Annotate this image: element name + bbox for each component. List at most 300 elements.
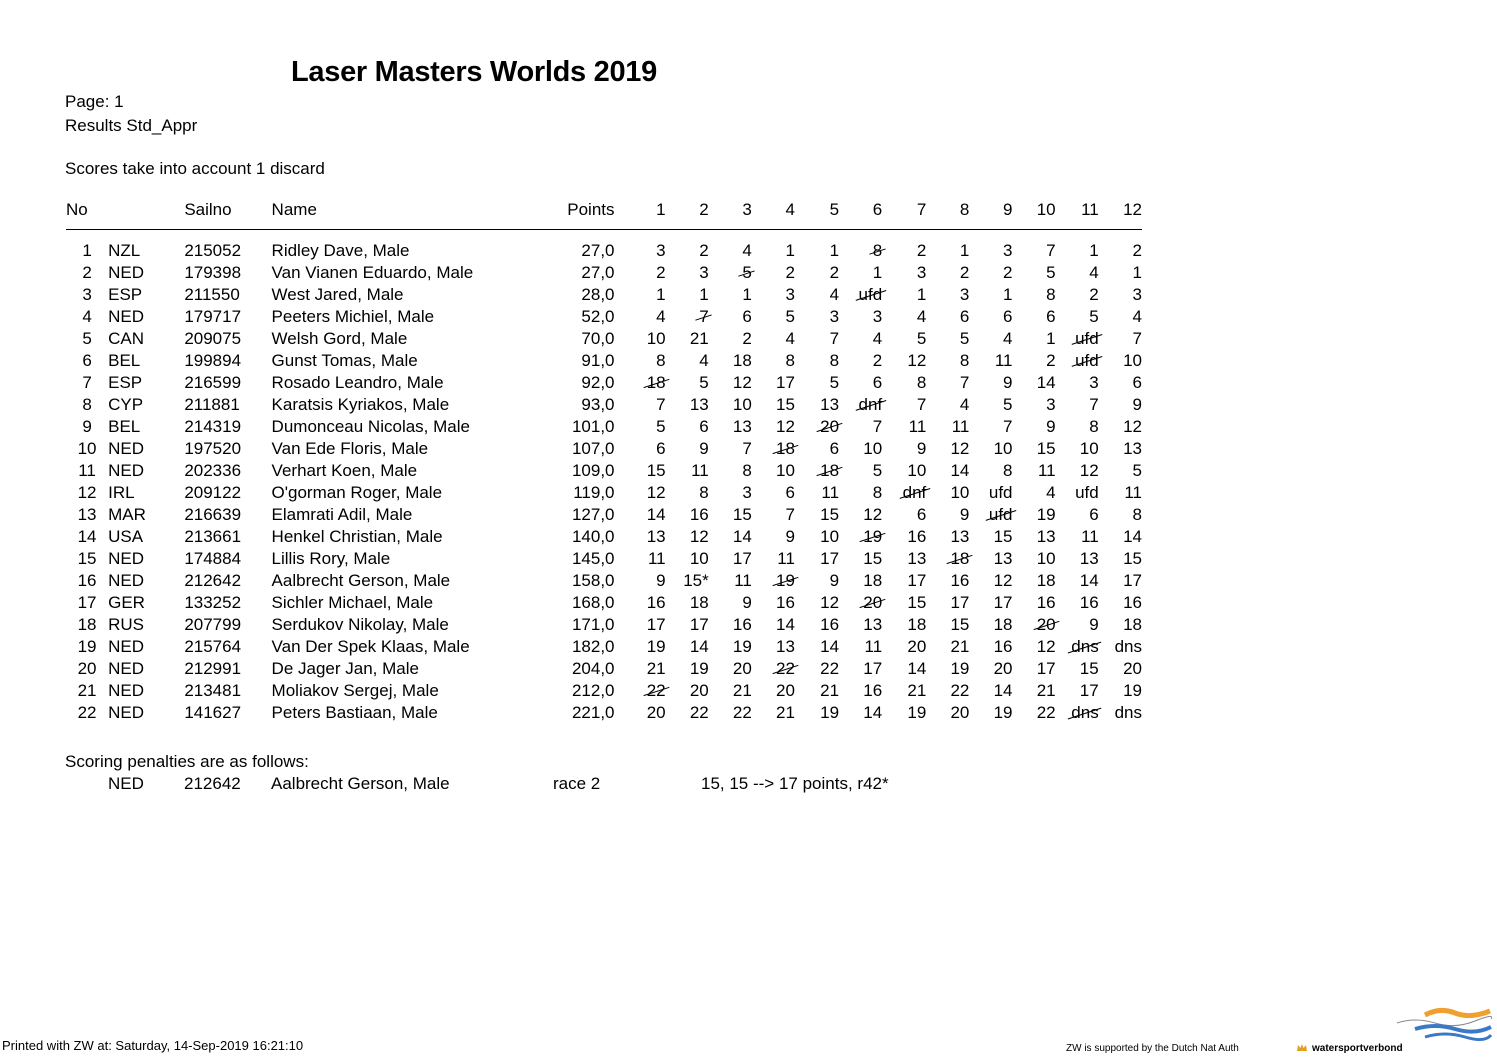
race-score: 21 bbox=[820, 681, 840, 700]
discarded-score: ufd bbox=[858, 285, 883, 304]
cell-name: Elamrati Adil, Male bbox=[271, 505, 413, 524]
table-row bbox=[66, 306, 1142, 328]
cell-points: 101,0 bbox=[571, 417, 615, 436]
cell-race-12 bbox=[1099, 372, 1142, 394]
cell-race-8 bbox=[926, 372, 969, 394]
cell-race-3 bbox=[709, 284, 752, 306]
race-score: 21 bbox=[776, 703, 795, 722]
table-row bbox=[66, 482, 1142, 504]
race-score: 8 bbox=[1003, 461, 1013, 480]
cell-race-6 bbox=[839, 460, 882, 482]
cell-race-9 bbox=[969, 460, 1012, 482]
race-score: 11 bbox=[1124, 483, 1142, 502]
col-header-race-4: 4 bbox=[752, 200, 795, 230]
cell-points: 182,0 bbox=[571, 637, 615, 656]
race-score: 9 bbox=[742, 593, 752, 612]
race-score: 9 bbox=[1046, 417, 1056, 436]
cell-country: NED bbox=[108, 637, 145, 656]
cell-sailno: 197520 bbox=[184, 439, 242, 458]
results-table bbox=[66, 200, 1142, 724]
race-score: 6 bbox=[742, 307, 752, 326]
race-score: 16 bbox=[820, 615, 840, 634]
cell-race-5 bbox=[795, 438, 839, 460]
cell-race-2 bbox=[666, 702, 709, 724]
race-score: 14 bbox=[646, 505, 666, 524]
race-score: 11 bbox=[691, 461, 709, 480]
cell-race-8 bbox=[926, 548, 969, 570]
cell-race-6 bbox=[839, 636, 882, 658]
cell-race-4 bbox=[752, 416, 795, 438]
cell-race-9 bbox=[969, 482, 1012, 504]
cell-race-1 bbox=[625, 416, 666, 438]
race-score: 7 bbox=[656, 395, 666, 414]
race-score: 11 bbox=[777, 549, 795, 568]
cell-race-2 bbox=[666, 372, 709, 394]
race-score: 12 bbox=[863, 505, 883, 524]
race-score: 1 bbox=[916, 285, 927, 304]
cell-race-4 bbox=[752, 614, 795, 636]
cell-race-10 bbox=[1013, 262, 1056, 284]
cell-name: Van Ede Floris, Male bbox=[271, 439, 429, 458]
cell-points: 27,0 bbox=[581, 241, 615, 260]
cell-name: Van Vianen Eduardo, Male bbox=[271, 263, 474, 282]
col-header-race-9: 9 bbox=[969, 200, 1012, 230]
table-row bbox=[66, 284, 1142, 306]
race-score: 18 bbox=[863, 571, 883, 590]
cell-sailno: 211550 bbox=[184, 285, 240, 304]
cell-race-12 bbox=[1099, 394, 1142, 416]
cell-race-9 bbox=[969, 394, 1012, 416]
race-score: 16 bbox=[646, 593, 666, 612]
cell-race-7 bbox=[882, 614, 926, 636]
cell-points: 171,0 bbox=[571, 615, 615, 634]
cell-race-2 bbox=[666, 592, 709, 614]
cell-race-12 bbox=[1099, 438, 1142, 460]
cell-race-6 bbox=[839, 328, 882, 350]
discarded-score: 7 bbox=[699, 307, 709, 326]
cell-name: Lillis Rory, Male bbox=[271, 549, 391, 568]
cell-name: Karatsis Kyriakos, Male bbox=[271, 395, 450, 414]
cell-race-10 bbox=[1013, 526, 1056, 548]
race-score: 12 bbox=[820, 593, 840, 612]
discarded-score: ufd bbox=[1075, 351, 1099, 370]
race-score: 2 bbox=[916, 241, 927, 260]
race-score: 5 bbox=[1132, 461, 1142, 480]
cell-race-12 bbox=[1099, 328, 1142, 350]
race-score: 7 bbox=[1132, 329, 1142, 348]
cell-race-11 bbox=[1056, 460, 1099, 482]
cell-race-5 bbox=[795, 328, 839, 350]
cell-race-1 bbox=[625, 284, 666, 306]
discarded-score: 22 bbox=[646, 681, 666, 700]
page-title: Laser Masters Worlds 2019 bbox=[291, 56, 657, 88]
cell-race-3 bbox=[709, 460, 752, 482]
discarded-score: 19 bbox=[776, 571, 795, 590]
cell-race-3 bbox=[709, 592, 752, 614]
cell-name: Van Der Spek Klaas, Male bbox=[271, 637, 470, 656]
race-score: 14 bbox=[776, 615, 795, 634]
cell-race-8 bbox=[926, 306, 969, 328]
cell-race-2 bbox=[666, 350, 709, 372]
cell-race-5 bbox=[795, 614, 839, 636]
cell-country: ESP bbox=[108, 373, 143, 392]
cell-race-10 bbox=[1013, 636, 1056, 658]
race-score: 14 bbox=[820, 637, 840, 656]
race-score: 14 bbox=[1079, 571, 1099, 590]
results-label: Results Std_Appr bbox=[65, 116, 198, 135]
race-score: 10 bbox=[732, 395, 752, 414]
cell-race-1 bbox=[625, 614, 666, 636]
cell-race-2 bbox=[666, 658, 709, 680]
race-score: 14 bbox=[863, 703, 883, 722]
race-score: 17 bbox=[646, 615, 666, 634]
race-score: 17 bbox=[993, 593, 1013, 612]
race-score: 4 bbox=[785, 329, 795, 348]
race-score: 5 bbox=[785, 307, 795, 326]
cell-country: NED bbox=[108, 461, 145, 480]
cell-country: NED bbox=[108, 263, 145, 282]
cell-country: ESP bbox=[108, 285, 143, 304]
cell-race-8 bbox=[926, 680, 969, 702]
cell-no: 19 bbox=[77, 637, 97, 656]
race-score: 20 bbox=[907, 637, 927, 656]
table-row bbox=[66, 570, 1142, 592]
cell-race-10 bbox=[1013, 570, 1056, 592]
race-score: 15* bbox=[683, 571, 709, 590]
cell-no: 18 bbox=[77, 615, 97, 634]
col-header-race-12: 12 bbox=[1099, 200, 1142, 230]
cell-sailno: 179717 bbox=[184, 307, 242, 326]
cell-race-6 bbox=[839, 262, 882, 284]
cell-race-12 bbox=[1099, 262, 1142, 284]
cell-race-1 bbox=[625, 460, 666, 482]
race-score: 2 bbox=[872, 351, 883, 370]
table-row bbox=[66, 548, 1142, 570]
cell-race-8 bbox=[926, 438, 969, 460]
race-score: dns bbox=[1114, 703, 1142, 722]
cell-race-11 bbox=[1056, 328, 1099, 350]
cell-no: 21 bbox=[77, 681, 97, 700]
race-score: 4 bbox=[1003, 329, 1013, 348]
race-score: 21 bbox=[646, 659, 666, 678]
race-score: 19 bbox=[907, 703, 927, 722]
cell-race-7 bbox=[882, 372, 926, 394]
cell-no: 6 bbox=[82, 351, 92, 370]
cell-race-1 bbox=[625, 636, 666, 658]
cell-name: Serdukov Nikolay, Male bbox=[271, 615, 449, 634]
cell-race-2 bbox=[666, 460, 709, 482]
cell-points: 70,0 bbox=[581, 329, 615, 348]
race-score: 12 bbox=[950, 439, 970, 458]
race-score: ufd bbox=[988, 483, 1013, 502]
cell-race-7 bbox=[882, 482, 926, 504]
race-score: 17 bbox=[907, 571, 927, 590]
race-score: 15 bbox=[776, 395, 795, 414]
penalty-detail: 15, 15 --> 17 points, r42* bbox=[701, 774, 889, 793]
cell-race-1 bbox=[625, 548, 666, 570]
cell-race-12 bbox=[1099, 614, 1142, 636]
penalty-country: NED bbox=[108, 774, 144, 793]
cell-race-3 bbox=[709, 504, 752, 526]
race-score: 8 bbox=[959, 351, 970, 370]
cell-no: 17 bbox=[77, 593, 97, 612]
cell-race-10 bbox=[1013, 230, 1056, 263]
race-score: 17 bbox=[1123, 571, 1142, 590]
cell-race-4 bbox=[752, 680, 795, 702]
race-score: 5 bbox=[1046, 263, 1056, 282]
race-score: 17 bbox=[820, 549, 840, 568]
cell-race-2 bbox=[666, 482, 709, 504]
cell-race-2 bbox=[666, 438, 709, 460]
cell-race-6 bbox=[839, 482, 882, 504]
cell-race-4 bbox=[752, 658, 795, 680]
cell-race-6 bbox=[839, 614, 882, 636]
cell-race-4 bbox=[752, 438, 795, 460]
cell-race-8 bbox=[926, 394, 969, 416]
race-score: 4 bbox=[656, 307, 666, 326]
cell-no: 1 bbox=[82, 241, 92, 260]
cell-race-1 bbox=[625, 350, 666, 372]
cell-country: NED bbox=[108, 549, 145, 568]
cell-race-10 bbox=[1013, 328, 1056, 350]
results-body bbox=[66, 230, 1142, 725]
cell-race-12 bbox=[1099, 460, 1142, 482]
cell-sailno: 215764 bbox=[184, 637, 242, 656]
race-score: 21 bbox=[1036, 681, 1056, 700]
race-score: 8 bbox=[785, 351, 795, 370]
cell-points: 52,0 bbox=[581, 307, 615, 326]
cell-race-1 bbox=[625, 526, 666, 548]
cell-race-7 bbox=[882, 306, 926, 328]
cell-sailno: 199894 bbox=[184, 351, 242, 370]
race-score: 11 bbox=[734, 571, 752, 590]
cell-sailno: 213661 bbox=[184, 527, 242, 546]
race-score: dns bbox=[1114, 637, 1142, 656]
cell-points: 27,0 bbox=[581, 263, 615, 282]
race-score: 17 bbox=[1079, 681, 1099, 700]
footer-printed: Printed with ZW at: Saturday, 14-Sep-2019 16:21:10 bbox=[2, 1038, 304, 1053]
race-score: 19 bbox=[1036, 505, 1056, 524]
cell-race-12 bbox=[1099, 636, 1142, 658]
race-score: 13 bbox=[1036, 527, 1056, 546]
race-score: 9 bbox=[1003, 373, 1013, 392]
cell-race-10 bbox=[1013, 592, 1056, 614]
race-score: 13 bbox=[732, 417, 752, 436]
race-score: 8 bbox=[699, 483, 709, 502]
cell-country: NED bbox=[108, 307, 145, 326]
cell-race-5 bbox=[795, 548, 839, 570]
race-score: 10 bbox=[863, 439, 883, 458]
cell-race-11 bbox=[1056, 438, 1099, 460]
cell-race-4 bbox=[752, 548, 795, 570]
race-score: 4 bbox=[1089, 263, 1099, 282]
cell-race-11 bbox=[1056, 526, 1099, 548]
cell-race-2 bbox=[666, 614, 709, 636]
cell-race-6 bbox=[839, 350, 882, 372]
race-score: 20 bbox=[776, 681, 795, 700]
cell-race-11 bbox=[1056, 592, 1099, 614]
race-score: 10 bbox=[907, 461, 927, 480]
race-score: 2 bbox=[656, 263, 666, 282]
cell-race-1 bbox=[625, 306, 666, 328]
cell-race-4 bbox=[752, 372, 795, 394]
cell-race-7 bbox=[882, 702, 926, 724]
col-header-race-11: 11 bbox=[1056, 200, 1099, 230]
race-score: 13 bbox=[689, 395, 709, 414]
cell-points: 28,0 bbox=[581, 285, 615, 304]
cell-points: 109,0 bbox=[571, 461, 615, 480]
cell-race-1 bbox=[625, 328, 666, 350]
cell-race-11 bbox=[1056, 702, 1099, 724]
cell-race-6 bbox=[839, 702, 882, 724]
cell-race-12 bbox=[1099, 284, 1142, 306]
cell-race-8 bbox=[926, 284, 969, 306]
race-score: 4 bbox=[1046, 483, 1056, 502]
cell-name: Rosado Leandro, Male bbox=[271, 373, 444, 392]
cell-country: NED bbox=[108, 439, 145, 458]
race-score: 10 bbox=[646, 329, 666, 348]
race-score: 14 bbox=[907, 659, 927, 678]
cell-name: O'gorman Roger, Male bbox=[271, 483, 443, 502]
cell-race-2 bbox=[666, 570, 709, 592]
race-score: 2 bbox=[959, 263, 970, 282]
race-score: 16 bbox=[1036, 593, 1056, 612]
race-score: 8 bbox=[742, 461, 752, 480]
cell-country: NED bbox=[108, 681, 145, 700]
race-score: 15 bbox=[820, 505, 840, 524]
cell-race-7 bbox=[882, 230, 926, 263]
cell-points: 93,0 bbox=[581, 395, 615, 414]
cell-race-4 bbox=[752, 284, 795, 306]
cell-race-5 bbox=[795, 262, 839, 284]
race-score: 16 bbox=[1079, 593, 1099, 612]
race-score: 12 bbox=[993, 571, 1013, 590]
cell-race-1 bbox=[625, 680, 666, 702]
race-score: 12 bbox=[1079, 461, 1099, 480]
race-score: 17 bbox=[950, 593, 970, 612]
race-score: 5 bbox=[872, 461, 883, 480]
cell-race-1 bbox=[625, 372, 666, 394]
cell-race-2 bbox=[666, 548, 709, 570]
race-score: 13 bbox=[1079, 549, 1099, 568]
race-score: 7 bbox=[916, 395, 927, 414]
table-row bbox=[66, 350, 1142, 372]
cell-race-3 bbox=[709, 230, 752, 263]
cell-race-6 bbox=[839, 394, 882, 416]
cell-name: Verhart Koen, Male bbox=[271, 461, 418, 480]
cell-name: De Jager Jan, Male bbox=[271, 659, 419, 678]
cell-race-11 bbox=[1056, 680, 1099, 702]
cell-race-5 bbox=[795, 350, 839, 372]
cell-race-10 bbox=[1013, 614, 1056, 636]
table-row bbox=[66, 658, 1142, 680]
race-score: 13 bbox=[863, 615, 883, 634]
race-score: 18 bbox=[732, 351, 752, 370]
race-score: 13 bbox=[907, 549, 927, 568]
cell-race-8 bbox=[926, 702, 969, 724]
cell-race-7 bbox=[882, 592, 926, 614]
race-score: 8 bbox=[872, 483, 883, 502]
cell-race-5 bbox=[795, 372, 839, 394]
cell-sailno: 216599 bbox=[184, 373, 242, 392]
cell-race-12 bbox=[1099, 526, 1142, 548]
race-score: 16 bbox=[776, 593, 795, 612]
race-score: 4 bbox=[829, 285, 840, 304]
race-score: 18 bbox=[993, 615, 1013, 634]
cell-race-4 bbox=[752, 230, 795, 263]
cell-race-6 bbox=[839, 438, 882, 460]
race-score: 4 bbox=[959, 395, 970, 414]
col-header-points: Points bbox=[542, 200, 624, 230]
cell-race-4 bbox=[752, 306, 795, 328]
cell-race-6 bbox=[839, 548, 882, 570]
cell-race-7 bbox=[882, 328, 926, 350]
discarded-score: 18 bbox=[820, 461, 840, 480]
cell-race-12 bbox=[1099, 702, 1142, 724]
race-score: 9 bbox=[1132, 395, 1142, 414]
cell-race-8 bbox=[926, 350, 969, 372]
race-score: 8 bbox=[656, 351, 666, 370]
cell-race-11 bbox=[1056, 372, 1099, 394]
cell-race-11 bbox=[1056, 350, 1099, 372]
col-header-race-3: 3 bbox=[709, 200, 752, 230]
cell-race-9 bbox=[969, 526, 1012, 548]
race-score: 13 bbox=[820, 395, 840, 414]
cell-race-9 bbox=[969, 328, 1012, 350]
cell-race-2 bbox=[666, 416, 709, 438]
cell-race-6 bbox=[839, 592, 882, 614]
discarded-score: 8 bbox=[872, 241, 883, 260]
cell-race-4 bbox=[752, 592, 795, 614]
cell-no: 22 bbox=[77, 703, 97, 722]
cell-race-3 bbox=[709, 614, 752, 636]
cell-race-3 bbox=[709, 702, 752, 724]
race-score: 14 bbox=[993, 681, 1013, 700]
col-header-race-2: 2 bbox=[666, 200, 709, 230]
cell-race-11 bbox=[1056, 658, 1099, 680]
cell-sailno: 212642 bbox=[184, 571, 242, 590]
race-score: 1 bbox=[656, 285, 666, 304]
race-score: 15 bbox=[863, 549, 883, 568]
cell-race-9 bbox=[969, 636, 1012, 658]
race-score: 6 bbox=[656, 439, 666, 458]
race-score: 2 bbox=[1003, 263, 1013, 282]
cell-race-3 bbox=[709, 350, 752, 372]
race-score: 6 bbox=[785, 483, 795, 502]
race-score: 22 bbox=[1036, 703, 1056, 722]
race-score: 17 bbox=[776, 373, 795, 392]
col-header-country bbox=[108, 200, 184, 230]
col-header-race-7: 7 bbox=[882, 200, 926, 230]
race-score: 3 bbox=[829, 307, 840, 326]
cell-race-10 bbox=[1013, 658, 1056, 680]
race-score: 2 bbox=[742, 329, 752, 348]
cell-race-3 bbox=[709, 372, 752, 394]
race-score: ufd bbox=[1075, 483, 1099, 502]
race-score: 9 bbox=[699, 439, 709, 458]
cell-race-4 bbox=[752, 504, 795, 526]
cell-race-7 bbox=[882, 504, 926, 526]
cell-race-10 bbox=[1013, 460, 1056, 482]
cell-points: 107,0 bbox=[571, 439, 615, 458]
race-score: 1 bbox=[1089, 241, 1099, 260]
race-score: 6 bbox=[872, 373, 883, 392]
cell-race-9 bbox=[969, 284, 1012, 306]
race-score: 7 bbox=[872, 417, 883, 436]
cell-race-12 bbox=[1099, 230, 1142, 263]
race-score: 2 bbox=[1046, 351, 1056, 370]
cell-sailno: 214319 bbox=[184, 417, 242, 436]
